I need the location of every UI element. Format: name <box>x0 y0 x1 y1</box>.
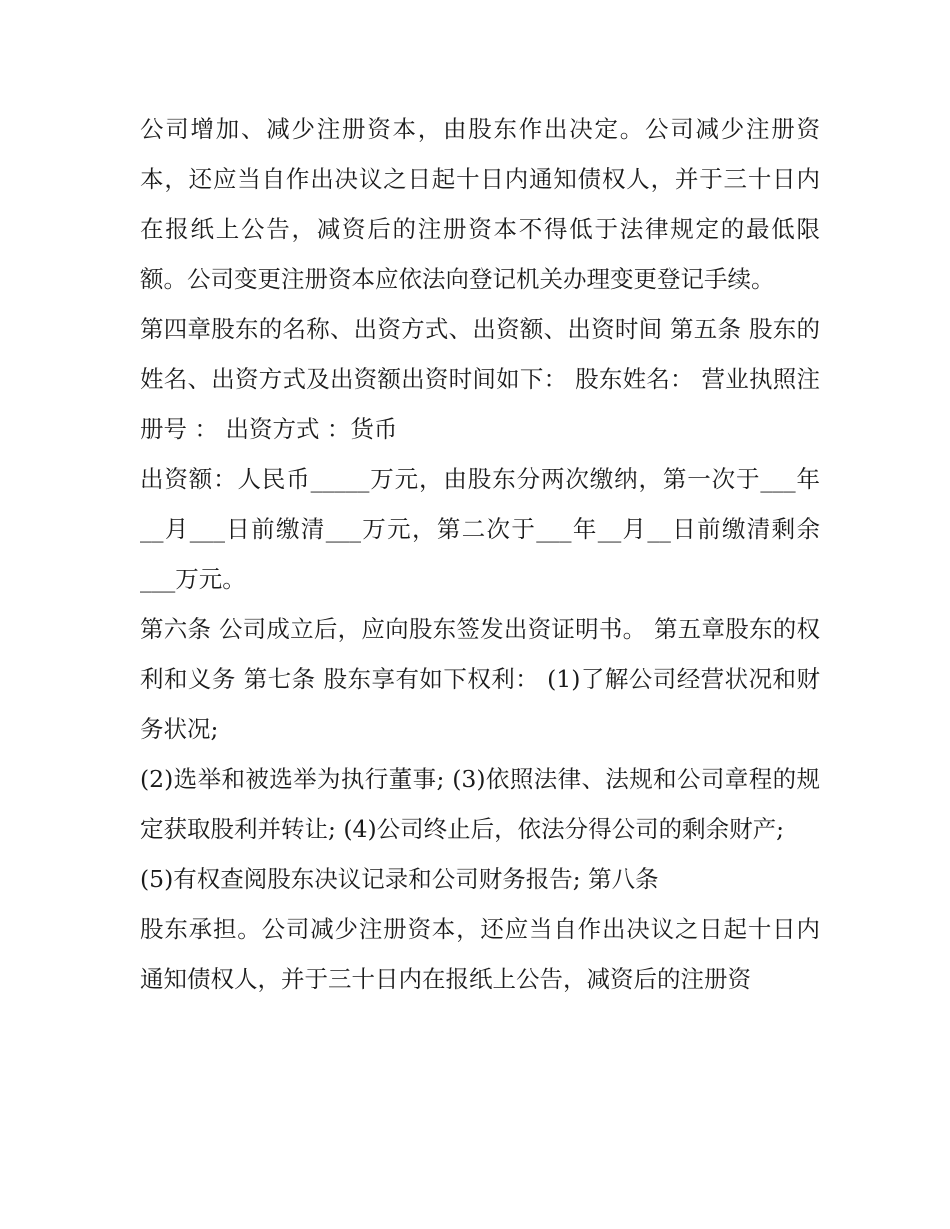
paragraph-capital-change: 公司增加、减少注册资本，由股东作出决定。公司减少注册资本，还应当自作出决议之日起十日内通知债权人，并于三十日内在报纸上公告，减资后的注册资本不得低于法律规定的最低限额。公司变更注册资本应依法向登记机关办理变更登记手续。 <box>140 115 820 293</box>
paragraph-article-six-seven: 第六条 公司成立后，应向股东签发出资证明书。 第五章股东的权利和义务 第七条 股东享有如下权利： (1)了解公司经营状况和财务状况; <box>140 615 820 743</box>
paragraph-chapter-four: 第四章股东的名称、出资方式、出资额、出资时间 第五条 股东的姓名、出资方式及出资额出资时间如下： 股东姓名： 营业执照注册号 ： 出资方式 ：货币 <box>140 315 820 443</box>
paragraph-obligations: 股东承担。公司减少注册资本，还应当自作出决议之日起十日内通知债权人，并于三十日内在报纸上公告，减资后的注册资 <box>140 915 820 993</box>
paragraph-article-eight: (5)有权查阅股东决议记录和公司财务报告; 第八条 <box>140 865 659 893</box>
document-page <box>140 104 820 1004</box>
paragraph-contribution-amount: 出资额：人民币_____万元，由股东分两次缴纳，第一次于___年__月___日前缴清___万元，第二次于___年__月__日前缴清剩余___万元。 <box>140 465 820 593</box>
paragraph-rights-list: (2)选举和被选举为执行董事; (3)依照法律、法规和公司章程的规定获取股利并转让; (4)公司终止后，依法分得公司的剩余财产; <box>140 765 820 843</box>
